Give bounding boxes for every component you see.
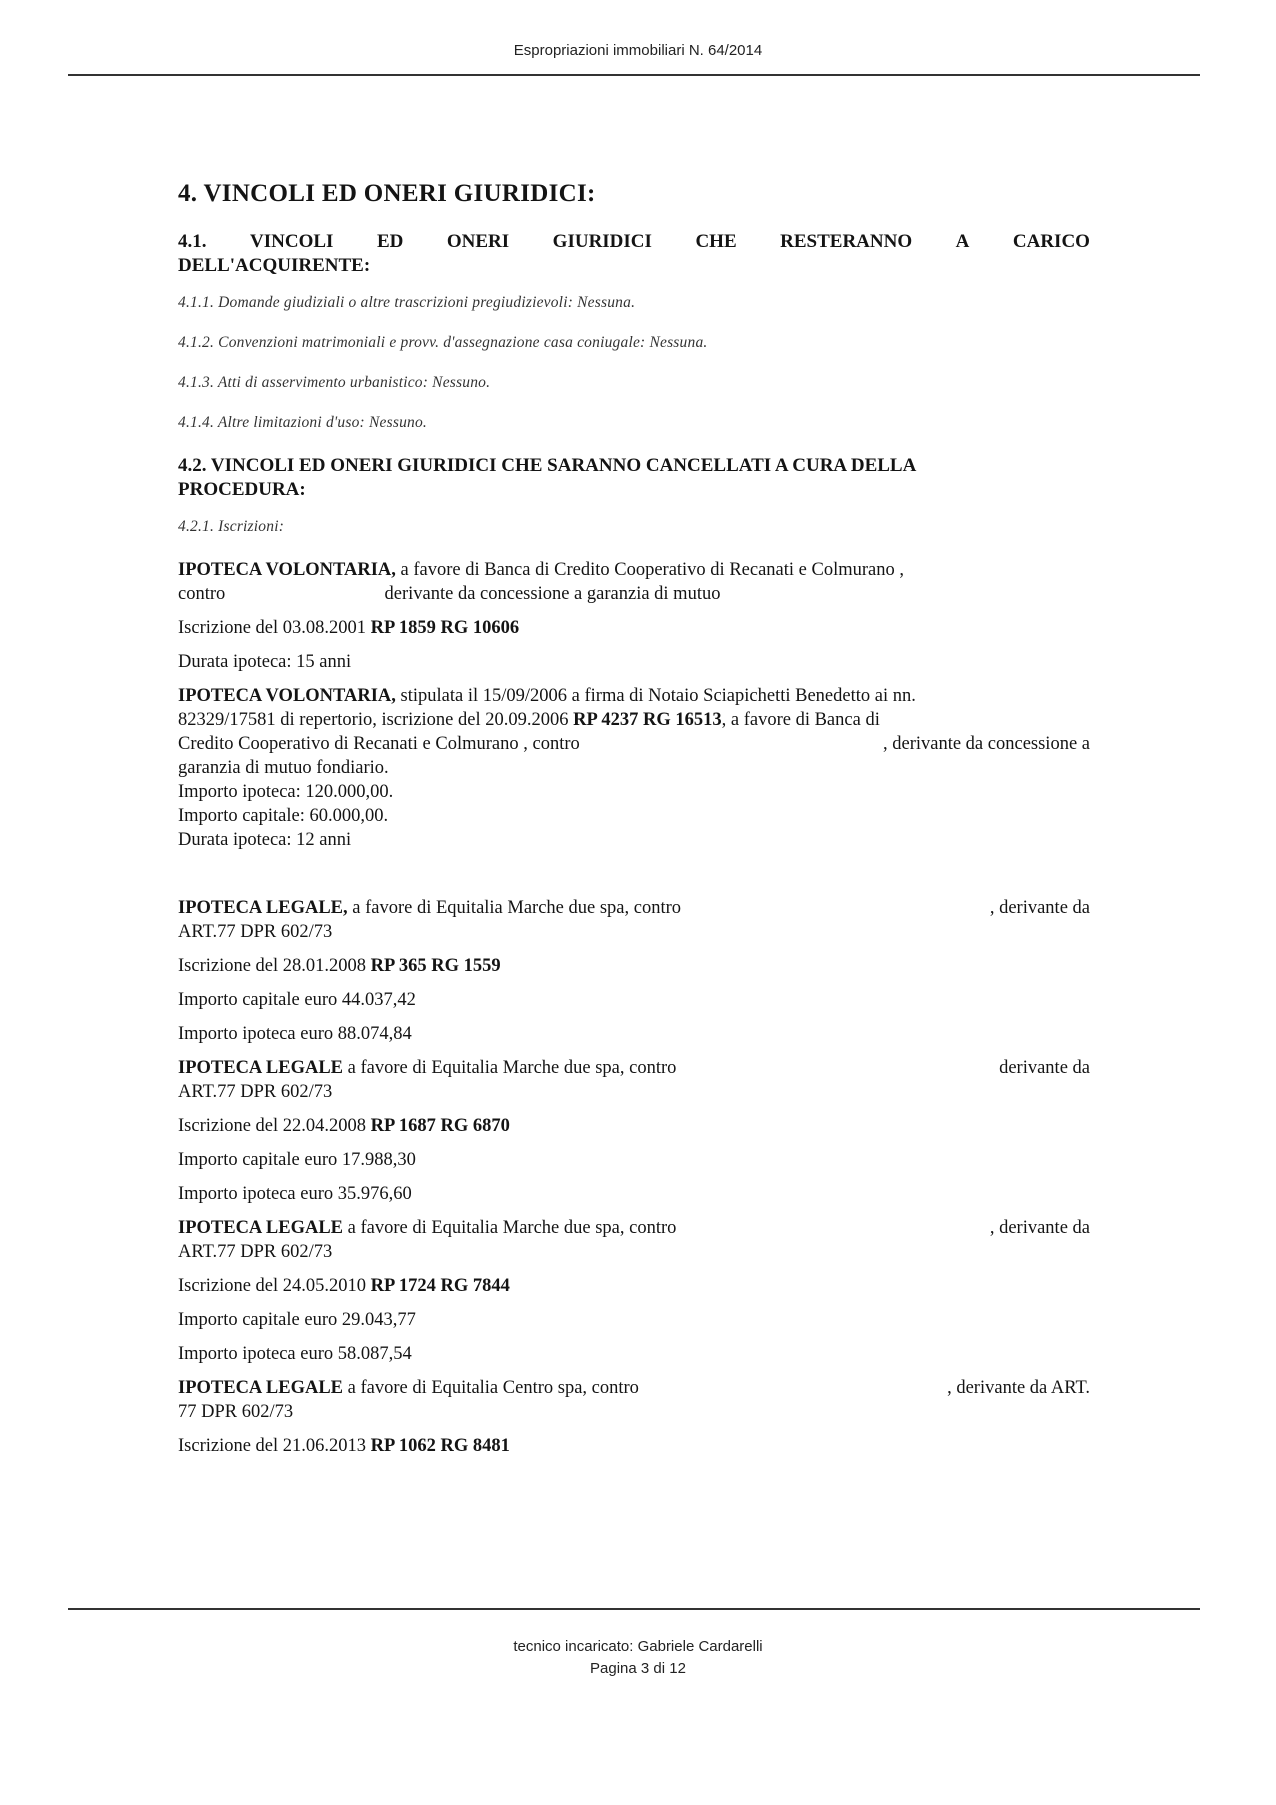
- entry-text: ART.77 DPR 602/73: [178, 922, 333, 942]
- item-4-1-1: 4.1.1. Domande giudiziali o altre trascrizioni pregiudizievoli: Nessuna.: [178, 294, 636, 311]
- entry-importo-capitale: Importo capitale: 60.000,00.: [178, 806, 389, 826]
- entry-durata: Durata ipoteca: 12 anni: [178, 830, 352, 850]
- entry-text: a favore di Equitalia Centro spa, contro: [343, 1378, 639, 1398]
- entry-text: ART.77 DPR 602/73: [178, 1242, 333, 1262]
- entry-importo-capitale: Importo capitale euro 17.988,30: [178, 1150, 416, 1170]
- title-word: GIURIDICI: [552, 231, 652, 252]
- entry-head: IPOTECA LEGALE: [178, 1058, 344, 1078]
- entry-registro: RP 4237 RG 16513: [573, 710, 722, 730]
- entry-registro: RP 1062 RG 8481: [370, 1436, 510, 1456]
- title-word: VINCOLI: [250, 231, 334, 252]
- entry-text: garanzia di mutuo fondiario.: [178, 758, 389, 778]
- item-4-1-3: 4.1.3. Atti di asservimento urbanistico: Nessuno.: [178, 374, 491, 391]
- item-4-1-2: 4.1.2. Convenzioni matrimoniali e provv. d'assegnazione casa coniugale: Nessuna.: [178, 334, 708, 351]
- title-word: A: [955, 231, 970, 252]
- entry-text: , a favore di Banca di: [721, 710, 880, 730]
- entry-text: Credito Cooperativo di Recanati e Colmurano , contro: [178, 734, 580, 754]
- entry-text: , derivante da concessione a: [882, 734, 1090, 754]
- entry-ipoteca-volontaria-2: [178, 684, 1090, 852]
- title-word: 4.1.: [178, 231, 207, 252]
- section-4-2-title: [178, 454, 1090, 502]
- entry-importo-ipoteca: Importo ipoteca euro 88.074,84: [178, 1024, 412, 1044]
- page-content: [178, 180, 1090, 1468]
- title-word: RESTERANNO: [780, 231, 913, 252]
- entry-importo-capitale: Importo capitale euro 29.043,77: [178, 1310, 416, 1330]
- entry-ipoteca-legale-2: [178, 1056, 1090, 1206]
- item-4-1-4: 4.1.4. Altre limitazioni d'uso: Nessuno.: [178, 414, 427, 431]
- entry-iscrizione: Iscrizione del 22.04.2008: [178, 1116, 371, 1136]
- entry-iscrizione: Iscrizione del 28.01.2008: [178, 956, 371, 976]
- entry-text: a favore di Equitalia Marche due spa, contro: [343, 1058, 677, 1078]
- section-4-1-title-line1: [178, 230, 1090, 254]
- entry-ipoteca-volontaria-1: [178, 558, 1090, 674]
- entry-text: 77 DPR 602/73: [178, 1402, 294, 1422]
- entry-text: stipulata il 15/09/2006 a firma di Notaio Sciapichetti Benedetto ai nn.: [395, 686, 916, 706]
- item-4-2-1: 4.2.1. Iscrizioni:: [178, 518, 285, 535]
- entry-head: IPOTECA VOLONTARIA,: [178, 560, 396, 580]
- entry-head: IPOTECA VOLONTARIA,: [178, 686, 396, 706]
- footer-page-number: Pagina 3 di 12: [590, 1660, 686, 1677]
- entry-text: derivante da: [999, 1058, 1090, 1078]
- entry-text: a favore di Equitalia Marche due spa, contro: [343, 1218, 677, 1238]
- title-word: ED: [376, 231, 404, 252]
- entry-registro: RP 365 RG 1559: [370, 956, 501, 976]
- entry-ipoteca-legale-1: [178, 896, 1090, 1046]
- page-footer: [0, 1636, 1276, 1680]
- document-header-title: Espropriazioni immobiliari N. 64/2014: [513, 42, 763, 59]
- entry-importo-capitale: Importo capitale euro 44.037,42: [178, 990, 416, 1010]
- entry-head: IPOTECA LEGALE,: [178, 898, 348, 918]
- entry-text: a favore di Banca di Credito Cooperativo di Recanati e Colmurano ,: [395, 560, 904, 580]
- entry-registro: RP 1687 RG 6870: [370, 1116, 510, 1136]
- entry-ipoteca-legale-3: [178, 1216, 1090, 1366]
- entry-text: , derivante da ART.: [947, 1378, 1090, 1398]
- entry-text: , derivante da: [989, 898, 1090, 918]
- entry-iscrizione: Iscrizione del 03.08.2001: [178, 618, 371, 638]
- entry-derivante: derivante da concessione a garanzia di mutuo: [384, 584, 721, 604]
- entry-ipoteca-legale-4: [178, 1376, 1090, 1458]
- section-4-title: 4. VINCOLI ED ONERI GIURIDICI:: [178, 180, 596, 207]
- section-4-2-title-line1: 4.2. VINCOLI ED ONERI GIURIDICI CHE SARANNO CANCELLATI A CURA DELLA: [178, 455, 917, 476]
- entry-registro: RP 1724 RG 7844: [370, 1276, 510, 1296]
- title-word: CARICO: [1012, 231, 1090, 252]
- entry-text: 82329/17581 di repertorio, iscrizione del 20.09.2006: [178, 710, 574, 730]
- entry-iscrizione: Iscrizione del 21.06.2013: [178, 1436, 371, 1456]
- entry-importo-ipoteca: Importo ipoteca: 120.000,00.: [178, 782, 394, 802]
- title-word: CHE: [695, 231, 737, 252]
- entry-durata: Durata ipoteca: 15 anni: [178, 652, 352, 672]
- header-rule: [68, 74, 1200, 76]
- entry-text: ART.77 DPR 602/73: [178, 1082, 333, 1102]
- footer-rule: [68, 1608, 1200, 1610]
- entry-head: IPOTECA LEGALE: [178, 1218, 344, 1238]
- entry-head: IPOTECA LEGALE: [178, 1378, 344, 1398]
- entry-text: a favore di Equitalia Marche due spa, contro: [347, 898, 682, 918]
- section-4-2-title-line2: PROCEDURA:: [178, 479, 306, 500]
- footer-technician: tecnico incaricato: Gabriele Cardarelli: [513, 1638, 763, 1655]
- section-4-1-title: [178, 230, 1090, 278]
- entry-registro: RP 1859 RG 10606: [370, 618, 520, 638]
- entry-importo-ipoteca: Importo ipoteca euro 35.976,60: [178, 1184, 412, 1204]
- entry-text: , derivante da: [989, 1218, 1090, 1238]
- entry-contro: contro: [178, 584, 226, 604]
- title-word: ONERI: [446, 231, 510, 252]
- section-4-1-title-line2: DELL'ACQUIRENTE:: [178, 255, 371, 276]
- entry-importo-ipoteca: Importo ipoteca euro 58.087,54: [178, 1344, 412, 1364]
- entry-iscrizione: Iscrizione del 24.05.2010: [178, 1276, 371, 1296]
